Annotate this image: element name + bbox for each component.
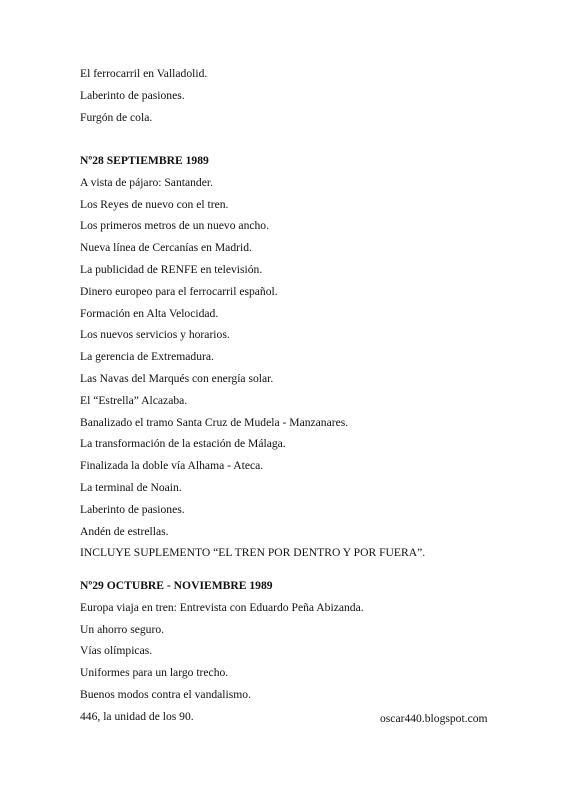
list-item: Furgón de cola. bbox=[80, 110, 153, 124]
list-item: La publicidad de RENFE en televisión. bbox=[80, 262, 263, 276]
list-item: Banalizado el tramo Santa Cruz de Mudela - Manzanares. bbox=[80, 415, 349, 429]
issue-27-continued-list bbox=[80, 63, 500, 128]
list-item: Europa viaja en tren: Entrevista con Eduardo Peña Abizanda. bbox=[80, 600, 364, 614]
list-item: Vías olímpicas. bbox=[80, 644, 153, 658]
list-item: Andén de estrellas. bbox=[80, 524, 169, 538]
issue-heading: Nº29 OCTUBRE - NOVIEMBRE 1989 bbox=[80, 579, 273, 592]
list-item: El “Estrella” Alcazaba. bbox=[80, 393, 188, 407]
list-item: Las Navas del Marqués con energía solar. bbox=[80, 371, 274, 385]
issue-29-section bbox=[80, 575, 500, 728]
footer-url: oscar440.blogspot.com bbox=[380, 712, 488, 725]
list-item: Dinero europeo para el ferrocarril español. bbox=[80, 284, 278, 298]
list-item: Laberinto de pasiones. bbox=[80, 502, 185, 516]
list-item: Nueva línea de Cercanías en Madrid. bbox=[80, 241, 252, 255]
issue-heading: Nº28 SEPTIEMBRE 1989 bbox=[80, 154, 209, 167]
list-item: Formación en Alta Velocidad. bbox=[80, 306, 219, 320]
list-item: Un ahorro seguro. bbox=[80, 622, 165, 636]
list-item: Los Reyes de nuevo con el tren. bbox=[80, 197, 229, 211]
list-item: A vista de pájaro: Santander. bbox=[80, 175, 213, 189]
list-item: La terminal de Noain. bbox=[80, 480, 182, 494]
list-item: 446, la unidad de los 90. bbox=[80, 709, 194, 723]
list-item: Los primeros metros de un nuevo ancho. bbox=[80, 219, 269, 233]
list-item: La gerencia de Extremadura. bbox=[80, 350, 214, 364]
list-item: Finalizada la doble vía Alhama - Ateca. bbox=[80, 459, 264, 473]
list-item: Laberinto de pasiones. bbox=[80, 88, 185, 102]
list-item: Los nuevos servicios y horarios. bbox=[80, 328, 230, 342]
list-item: El ferrocarril en Valladolid. bbox=[80, 67, 208, 80]
list-item: La transformación de la estación de Málaga. bbox=[80, 437, 286, 451]
list-item: Buenos modos contra el vandalismo. bbox=[80, 687, 251, 701]
supplement-note: INCLUYE SUPLEMENTO “EL TREN POR DENTRO Y POR FUERA”. bbox=[80, 546, 426, 560]
list-item: Uniformes para un largo trecho. bbox=[80, 666, 229, 680]
issue-28-section bbox=[80, 150, 500, 564]
